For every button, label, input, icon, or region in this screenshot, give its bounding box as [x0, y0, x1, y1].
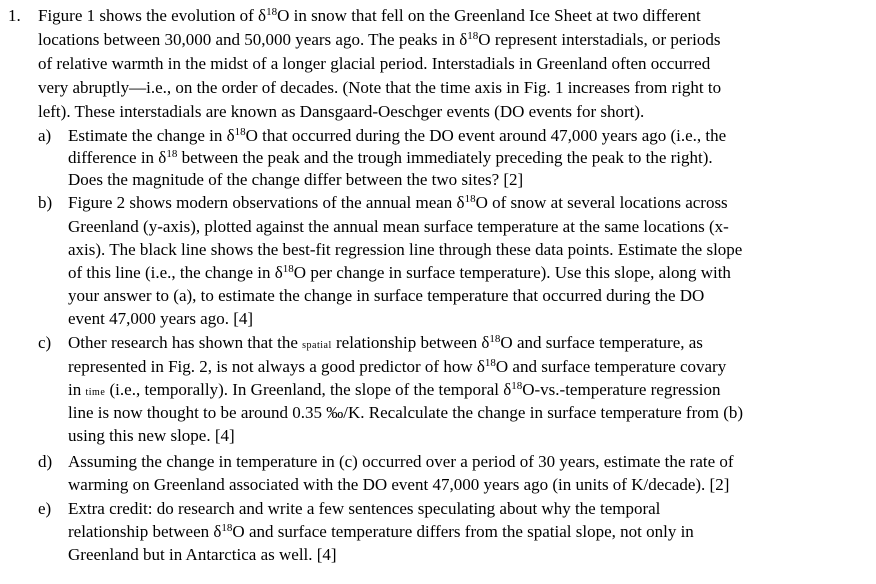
- part-c-line: Other research has shown that the spatial relationship between $\delta^{18}O$ and surface temperature, as: [68, 333, 703, 352]
- part-b-line: Greenland (y-axis), plotted against the annual mean surface temperature at the same locations (x-: [68, 217, 729, 236]
- part-c-line: using this new slope. [4]: [68, 426, 235, 445]
- part-a-line: Estimate the change in $\delta^{18}O$ that occurred during the DO event around 47,000 years ago (i.e., the: [68, 126, 727, 145]
- part-d-line: warming on Greenland associated with the DO event 47,000 years ago (in units of K/decade). [2]: [68, 475, 730, 494]
- intro-line: locations between 30,000 and 50,000 years ago. The peaks in $\delta^{18}O$ represent interstadials, or periods: [38, 30, 721, 49]
- intro-line: of relative warmth in the midst of a longer glacial period. Interstadials in Greenland often occurred: [38, 54, 711, 73]
- part-d-label: d): [38, 452, 53, 471]
- part-a-label: a): [38, 126, 52, 145]
- part-b-line: of this line (i.e., the change in $\delta^{18}O$ per change in surface temperature). Use this slope, along with: [68, 263, 731, 282]
- part-c-line: represented in Fig. 2, is not always a good predictor of how $\delta^{18}O$ and surface temperature covary: [68, 357, 727, 376]
- part-c-label: c): [38, 333, 52, 352]
- time-emphasis: time: [85, 387, 106, 398]
- part-e-line: Extra credit: do research and write a few sentences speculating about why the temporal: [68, 499, 661, 518]
- part-a-line: Does the magnitude of the change differ between the two sites? [2]: [68, 170, 524, 189]
- intro-line: Figure 1 shows the evolution of $\delta^{18}O$ in snow that fell on the Greenland Ice Sheet at two different: [38, 6, 701, 25]
- part-a-line: difference in $\delta^{18}$ between the peak and the trough immediately preceding the peak to the right).: [68, 148, 713, 167]
- part-b-line: your answer to (a), to estimate the change in surface temperature that occurred during the DO: [68, 286, 705, 305]
- part-b-line: axis). The black line shows the best-fit regression line through these data points. Estimate the slope: [68, 240, 743, 259]
- part-b-line: Figure 2 shows modern observations of the annual mean $\delta^{18}O$ of snow at several locations across: [68, 193, 728, 212]
- part-b-label: b): [38, 193, 53, 212]
- spatial-emphasis: spatial: [302, 340, 332, 351]
- problem-number: 1.: [8, 6, 21, 25]
- part-d-line: Assuming the change in temperature in (c) occurred over a period of 30 years, estimate the rate of: [68, 452, 734, 471]
- intro-line: very abruptly—i.e., on the order of decades. (Note that the time axis in Fig. 1 increases from right to: [38, 78, 722, 97]
- part-e-line: relationship between $\delta^{18}O$ and surface temperature differs from the spatial slope, not only in: [68, 522, 694, 541]
- part-e-label: e): [38, 499, 52, 518]
- intro-line: left). These interstadials are known as Dansgaard-Oeschger events (DO events for short).: [38, 102, 645, 121]
- part-c-line: line is now thought to be around 0.35 ‰/K. Recalculate the change in surface temperature from (b): [68, 403, 744, 422]
- part-e-line: Greenland but in Antarctica as well. [4]: [68, 545, 337, 564]
- part-b-line: event 47,000 years ago. [4]: [68, 309, 254, 328]
- part-c-line: in time (i.e., temporally). In Greenland, the slope of the temporal $\delta^{18}O-vs$.-temperature regression: [68, 380, 721, 399]
